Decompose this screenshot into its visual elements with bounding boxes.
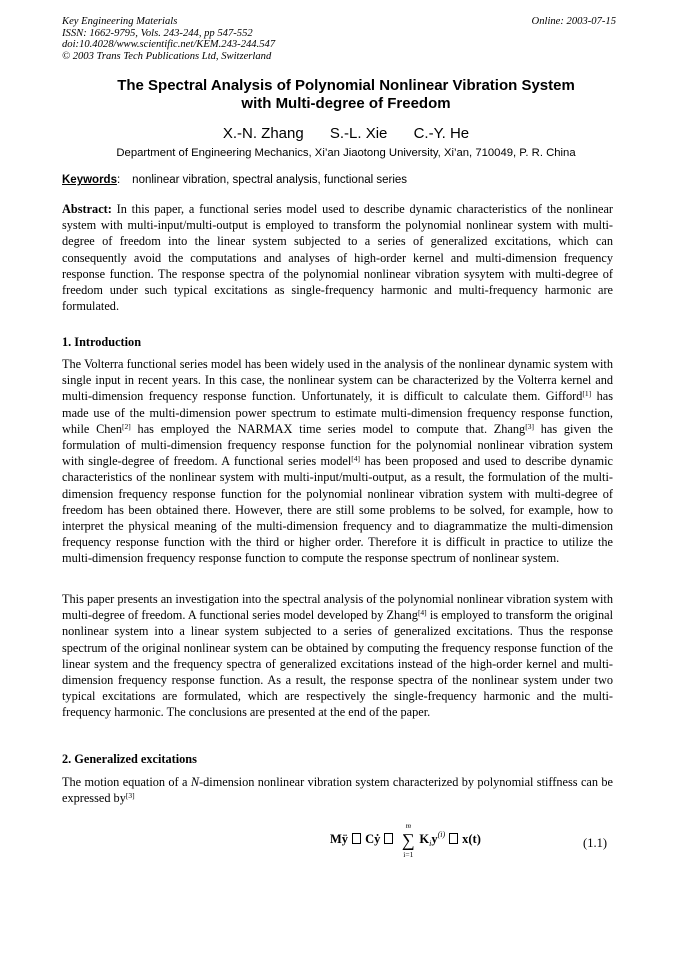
abstract-text: In this paper, a functional series model used to describe dynamic characteristics of the nonlinear system with multi-input/multi-output is employed to transform the polynomial nonlinear system with multi-degree of freedom into the linear system subjected to a series of generalized excitations, which can consequently avoid the computations and analyses of high-order kernel and multi-dimension frequency response function. The response spectra of the polynomial nonlinear vibration sysytem with multi-degree of freedom under such typical excitations as single-frequency harmonic and multi-frequency harmonic are formulated. — [62, 202, 614, 314]
keywords-value: nonlinear vibration, spectral analysis, functional series — [132, 174, 408, 186]
paper-title-line-1: The Spectral Analysis of Polynomial Nonlinear Vibration System — [117, 77, 575, 94]
sum-upper-limit: m — [405, 821, 412, 830]
displacement-term: y — [431, 832, 438, 846]
publication-info — [62, 16, 275, 62]
introduction-paragraph-1 — [62, 356, 613, 567]
generalized-excitations-paragraph — [62, 774, 613, 806]
introduction-paragraph-2 — [62, 591, 613, 721]
section-heading-generalized-excitations: 2. Generalized excitations — [62, 752, 197, 766]
paragraph-text: is employed to transform the original nonlinear system into a linear system subjected to a series of generalized excitations. Thus the response spectrum of the original nonlinear system can be obtained by computing the frequency response function of the linear system and the frequency spectra of generalized excitations instead of the high-order kernel and multi-dimension frequency response function. As a result, the response spectra of the nonlinear system under two typical excitations are formulated, which are respectively the single-frequency harmonic and the multi-frequency harmonic. The conclusions are presented at the end of the paper. — [62, 608, 613, 720]
paper-title — [62, 77, 630, 113]
issn-line: ISSN: 1662-9795, Vols. 243-244, pp 547-552 — [62, 27, 253, 39]
citation-ref: [3] — [125, 791, 135, 801]
plus-symbol-placeholder — [352, 833, 361, 844]
mass-term: Mÿ — [330, 832, 349, 846]
section-heading-introduction: 1. Introduction — [62, 335, 142, 349]
author-name: X.-N. Zhang — [222, 125, 304, 142]
paragraph-text: has given the formulation of multi-dimension frequency response function for the polynomial nonlinear vibration system with single-degree of freedom. A functional series model — [62, 421, 613, 469]
paragraph-text: has employed the NARMAX time series model to compute that. Zhang — [130, 421, 526, 436]
stiffness-subscript: i — [429, 839, 432, 848]
paragraph-text: This paper presents an investigation into the spectral analysis of the polynomial nonlinear vibration system with multi-degree of freedom. A functional series model developed by Zhang — [62, 592, 613, 623]
stiffness-term: K — [419, 832, 430, 846]
plus-symbol-placeholder — [384, 833, 393, 844]
online-date: Online: 2003-07-15 — [531, 16, 616, 27]
keywords-label: Keywords — [62, 174, 117, 186]
paragraph-text: has made use of the multi-dimension power spectrum to estimate multi-dimension frequency response function, while Chen — [62, 389, 613, 436]
sum-lower-limit: i=1 — [403, 850, 414, 859]
citation-ref: [2] — [122, 421, 131, 431]
keywords-line — [62, 173, 407, 187]
paragraph-text: The Volterra functional series model has been widely used in the analysis of the nonlinear dynamic system with single input in recent years. In this case, the nonlinear system can be characterized by the Volterra kernel and multi-dimension frequency response function. Unfortunately, it is difficult to calculate them. Gifford — [62, 357, 613, 404]
author-name: S.-L. Xie — [329, 125, 388, 142]
paragraph-text: -dimension nonlinear vibration system characterized by polynomial stiffness can be expressed by — [62, 775, 613, 806]
doi-line: doi:10.4028/www.scientific.net/KEM.243-244.547 — [62, 39, 276, 51]
damping-term: Cẏ — [365, 832, 381, 846]
author-name: C.-Y. He — [413, 125, 470, 142]
affiliation: Department of Engineering Mechanics, Xi’an Jiaotong University, Xi’an, 710049, P. R. China — [116, 147, 576, 159]
equation-formula — [330, 821, 481, 859]
equals-symbol-placeholder — [449, 833, 458, 844]
displacement-power: (i) — [437, 830, 446, 839]
abstract-label: Abstract: — [62, 202, 112, 216]
journal-name: Key Engineering Materials — [62, 16, 178, 27]
summation-symbol: m ∑ i=1 — [399, 830, 417, 851]
equation-number: (1.1) — [583, 836, 607, 850]
paragraph-text: The motion equation of a — [62, 775, 191, 789]
paragraph-text: has been proposed and used to describe dynamic characteristics of the nonlinear system with multi-input/multi-output, as a result, the formulation of the multi-dimension frequency response function for the polynomial nonlinear vibration system with multi-degree of freedom has been obtained there. However, there are still some problems to be solved, for example, how to interpret the physical meaning of the multi-dimension frequency and to diagrammatize the multi-dimension frequency response function with the third or higher order. Therefore it is difficult in practice to utilize the multi-dimension frequency response function to compute the response spectrum of nonlinear system. — [62, 454, 613, 566]
equation-1-1 — [62, 822, 613, 872]
abstract — [62, 201, 613, 314]
dimension-symbol: N — [190, 775, 200, 789]
citation-ref: [3] — [525, 421, 534, 431]
copyright-line: © 2003 Trans Tech Publications Ltd, Switzerland — [62, 50, 272, 62]
keywords-colon: : — [116, 174, 121, 186]
citation-ref: [4] — [417, 608, 427, 618]
citation-ref: [4] — [351, 454, 360, 464]
citation-ref: [1] — [582, 389, 592, 399]
excitation-term: x(t) — [462, 832, 481, 846]
author-list — [62, 125, 630, 143]
paper-title-line-2: with Multi-degree of Freedom — [241, 95, 451, 112]
